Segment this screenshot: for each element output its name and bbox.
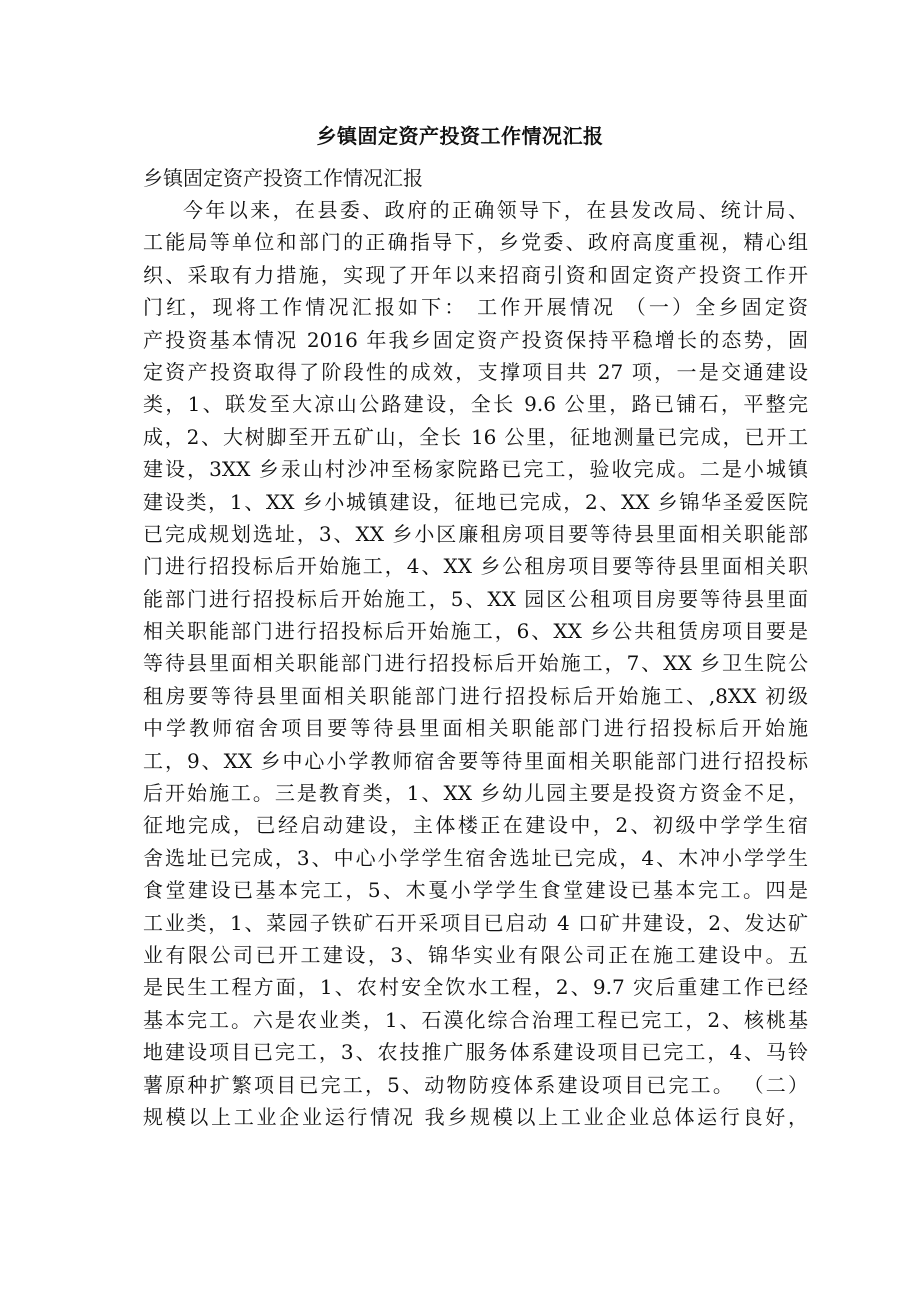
body-line: 地建设项目已完工，3、农技推广服务体系建设项目已完工，4、马铃 [143,1040,808,1065]
body-line: 成，2、大树脚至开五矿山，全长 16 公里，征地测量已完成，已开工 [143,424,808,449]
body-line: 今年以来，在县委、政府的正确领导下，在县发改局、统计局、 [183,198,808,222]
body-line: 中学教师宿舍项目要等待县里面相关职能部门进行招投标后开始施 [143,716,808,741]
body-line: 租房要等待县里面相关职能部门进行招投标后开始施工、,8XX 初级 [143,683,808,708]
body-line: 建设类，1、XX 乡小城镇建设，征地已完成，2、XX 乡锦华圣爱医院 [143,489,808,514]
body-line: 是民生工程方面，1、农村安全饮水工程，2、9.7 灾后重建工作已经 [143,975,808,1000]
body-line: 相关职能部门进行招投标后开始施工，6、XX 乡公共租赁房项目要是 [143,619,808,644]
body-line: 已完成规划选址，3、XX 乡小区廉租房项目要等待县里面相关职能部 [143,521,808,546]
body-line: 舍选址已完成，3、中心小学学生宿舍选址已完成，4、木冲小学学生 [143,845,808,870]
body-line: 门进行招投标后开始施工，4、XX 乡公租房项目要等待县里面相关职 [143,554,808,579]
body-line: 织、采取有力措施，实现了开年以来招商引资和固定资产投资工作开 [143,262,808,287]
body-line: 食堂建设已基本完工，5、木戛小学学生食堂建设已基本完工。四是 [143,878,808,903]
body-line: 业有限公司已开工建设，3、锦华实业有限公司正在施工建设中。五 [143,942,808,967]
body-line: 基本完工。六是农业类，1、石漠化综合治理工程已完工，2、核桃基 [143,1007,808,1032]
body-line: 类，1、联发至大凉山公路建设，全长 9.6 公里，路已铺石，平整完 [143,392,808,417]
document-title: 乡镇固定资产投资工作情况汇报 [316,124,604,148]
body-line: 规模以上工业企业运行情况 我乡规模以上工业企业总体运行良好， [143,1104,808,1129]
body-line: 工能局等单位和部门的正确指导下，乡党委、政府高度重视，精心组 [143,230,808,255]
document-subtitle: 乡镇固定资产投资工作情况汇报 [143,166,423,190]
body-line: 工，9、XX 乡中心小学教师宿舍要等待里面相关职能部门进行招投标 [143,748,808,773]
body-line: 建设，3XX 乡汞山村沙冲至杨家院路已完工，验收完成。二是小城镇 [143,457,808,482]
body-line: 等待县里面相关职能部门进行招投标后开始施工，7、XX 乡卫生院公 [143,651,808,676]
body-line: 后开始施工。三是教育类，1、XX 乡幼儿园主要是投资方资金不足， [143,781,808,806]
body-line: 能部门进行招投标后开始施工，5、XX 园区公租项目房要等待县里面 [143,586,808,611]
body-line: 工业类，1、菜园子铁矿石开采项目已启动 4 口矿井建设，2、发达矿 [143,910,808,935]
body-line: 征地完成，已经启动建设，主体楼正在建设中，2、初级中学学生宿 [143,813,808,838]
document-body [143,194,808,1133]
body-line: 定资产投资取得了阶段性的成效，支撑项目共 27 项，一是交通建设 [143,359,808,384]
body-line: 门红，现将工作情况汇报如下： 工作开展情况 （一）全乡固定资 [143,295,808,320]
body-line: 产投资基本情况 2016 年我乡固定资产投资保持平稳增长的态势，固 [143,327,808,352]
body-line: 薯原种扩繁项目已完工，5、动物防疫体系建设项目已完工。 （二） [143,1072,808,1097]
